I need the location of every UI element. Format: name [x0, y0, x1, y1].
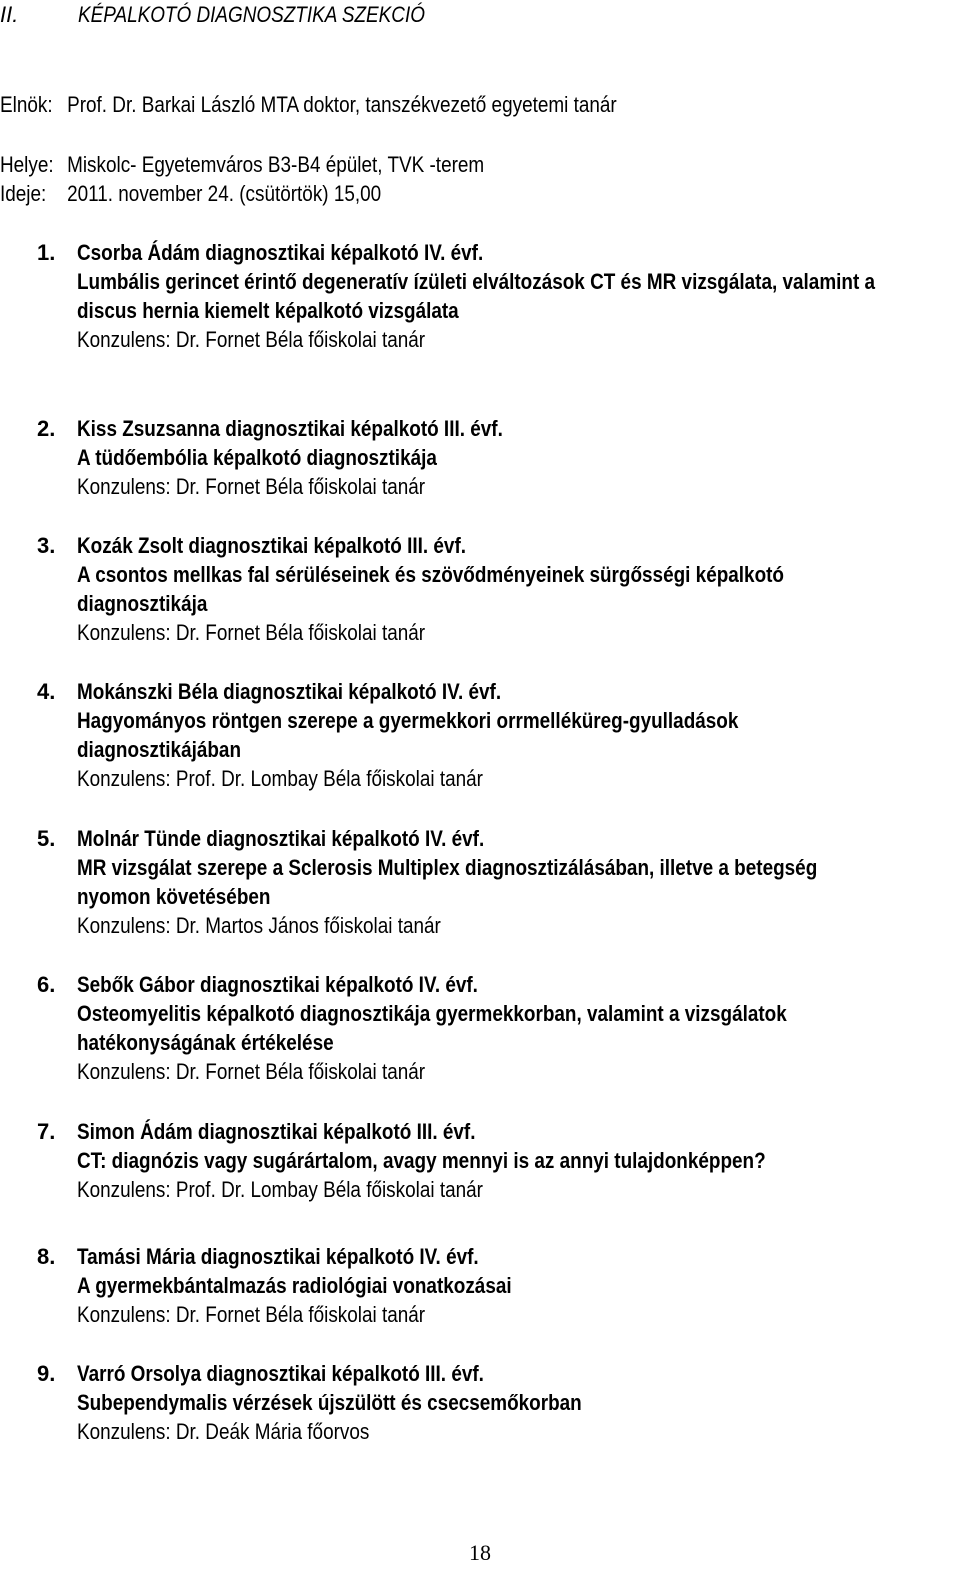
entry-consultant: Konzulens: Prof. Dr. Lombay Béla főiskolai tanár: [77, 1177, 483, 1202]
place-value: Miskolc- Egyetemváros B3-B4 épület, TVK -terem: [67, 152, 485, 177]
entry-presenter: Simon Ádám diagnosztikai képalkotó III. évf.: [77, 1119, 476, 1144]
entry-number: 6.: [37, 972, 56, 997]
entry-title-line: hatékonyságának értékelése: [77, 1030, 334, 1055]
entry-title-line: CT: diagnózis vagy sugárártalom, avagy mennyi is az annyi tulajdonképpen?: [77, 1148, 766, 1173]
list-item: [0, 531, 960, 647]
entry-title-line: A csontos mellkas fal sérüléseinek és szövődményeinek sürgősségi képalkotó: [77, 562, 784, 587]
page-number: 18: [469, 1540, 491, 1565]
entry-number: 7.: [37, 1119, 56, 1144]
entry-title-line: diagnosztikája: [77, 591, 208, 616]
entry-consultant: Konzulens: Dr. Fornet Béla főiskolai tanár: [77, 1302, 426, 1327]
entry-number: 9.: [37, 1361, 56, 1386]
entry-title-line: discus hernia kiemelt képalkotó vizsgálata: [77, 298, 459, 323]
entry-number: 5.: [37, 826, 56, 851]
entry-consultant: Konzulens: Dr. Fornet Béla főiskolai tanár: [77, 620, 426, 645]
entry-consultant: Konzulens: Dr. Fornet Béla főiskolai tanár: [77, 1059, 426, 1084]
time-label: Ideje:: [0, 181, 47, 206]
list-item: [0, 677, 960, 793]
entry-number: 4.: [37, 679, 56, 704]
entry-title-line: MR vizsgálat szerepe a Sclerosis Multiplex diagnosztizálásában, illetve a betegség: [77, 855, 818, 880]
entry-title-line: nyomon követésében: [77, 884, 271, 909]
entry-presenter: Tamási Mária diagnosztikai képalkotó IV. évf.: [77, 1244, 479, 1269]
chair-value: Prof. Dr. Barkai László MTA doktor, tanszékvezető egyetemi tanár: [67, 92, 617, 117]
place-row: [0, 152, 563, 178]
entry-title-line: Hagyományos röntgen szerepe a gyermekkori orrmelléküreg-gyulladások: [77, 708, 739, 733]
entry-presenter: Molnár Tünde diagnosztikai képalkotó IV. évf.: [77, 826, 485, 851]
entry-title-line: Subependymalis vérzések újszülött és csecsemőkorban: [77, 1390, 582, 1415]
entry-presenter: Csorba Ádám diagnosztikai képalkotó IV. évf.: [77, 240, 484, 265]
entry-title-line: Osteomyelitis képalkotó diagnosztikája gyermekkorban, valamint a vizsgálatok: [77, 1001, 787, 1026]
chair-row: [0, 92, 717, 118]
list-item: [0, 824, 960, 940]
list-item: [0, 1117, 960, 1204]
entry-consultant: Konzulens: Dr. Fornet Béla főiskolai tanár: [77, 327, 426, 352]
entry-presenter: Kozák Zsolt diagnosztikai képalkotó III. évf.: [77, 533, 467, 558]
entry-consultant: Konzulens: Prof. Dr. Lombay Béla főiskolai tanár: [77, 766, 483, 791]
entry-consultant: Konzulens: Dr. Deák Mária főorvos: [77, 1419, 370, 1444]
entry-presenter: Mokánszki Béla diagnosztikai képalkotó IV. évf.: [77, 679, 502, 704]
time-row: [0, 181, 443, 207]
list-item: [0, 1242, 960, 1329]
list-item: [0, 1359, 960, 1446]
entry-consultant: Konzulens: Dr. Fornet Béla főiskolai tanár: [77, 474, 426, 499]
entry-consultant: Konzulens: Dr. Martos János főiskolai tanár: [77, 913, 441, 938]
entry-title-line: Lumbális gerincet érintő degeneratív ízületi elváltozások CT és MR vizsgálata, valamint a: [77, 269, 876, 294]
place-label: Helye:: [0, 152, 54, 177]
entry-number: 3.: [37, 533, 56, 558]
list-item: [0, 414, 960, 501]
entry-title-line: A gyermekbántalmazás radiológiai vonatkozásai: [77, 1273, 512, 1298]
chair-label: Elnök:: [0, 92, 53, 117]
entry-number: 2.: [37, 416, 56, 441]
entry-number: 8.: [37, 1244, 56, 1269]
entry-presenter: Kiss Zsuzsanna diagnosztikai képalkotó III. évf.: [77, 416, 503, 441]
time-value: 2011. november 24. (csütörtök) 15,00: [67, 181, 382, 206]
entry-title-line: diagnosztikájában: [77, 737, 242, 762]
entry-presenter: Sebők Gábor diagnosztikai képalkotó IV. évf.: [77, 972, 478, 997]
section-title: KÉPALKOTÓ DIAGNOSZTIKA SZEKCIÓ: [78, 2, 425, 27]
list-item: [0, 970, 960, 1086]
entry-number: 1.: [37, 240, 56, 265]
section-heading: [0, 2, 481, 28]
section-number: II.: [0, 2, 19, 27]
list-item: [0, 238, 960, 354]
entry-title-line: A tüdőembólia képalkotó diagnosztikája: [77, 445, 437, 470]
entry-presenter: Varró Orsolya diagnosztikai képalkotó III. évf.: [77, 1361, 484, 1386]
